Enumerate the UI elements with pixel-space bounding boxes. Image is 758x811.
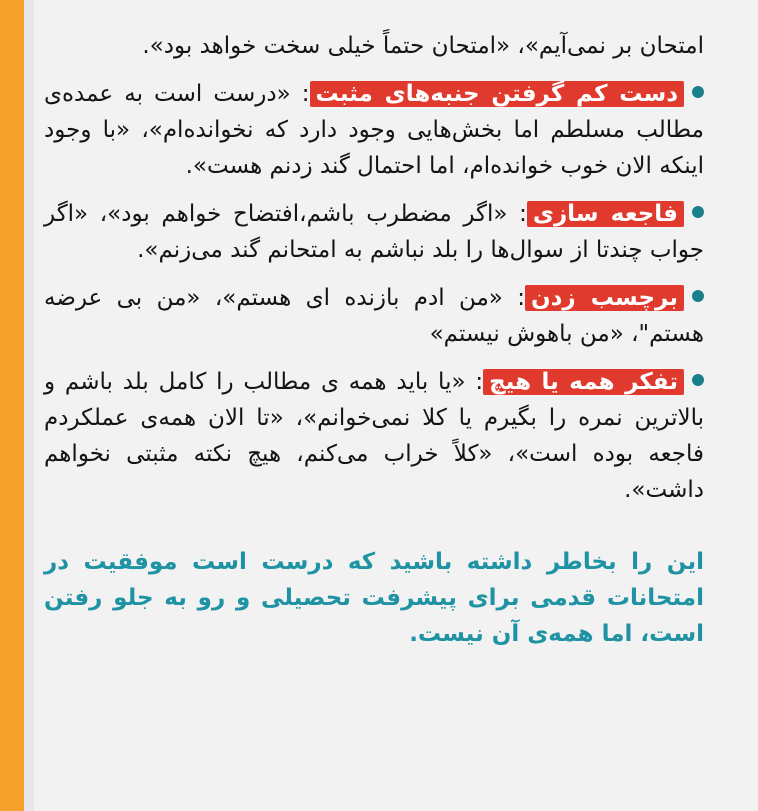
orange-accent-strip — [0, 0, 24, 811]
item-text: : «یا باید همه ی مطالب را کامل بلد باشم و بالاترین نمره را بگیرم یا کلا نمی‌خوانم»، «تا الان همه‌ی عملکردم فاجعه بوده است»، «کلاً خراب می‌کنم، هیچ نکته مثبتی نخواهم داشت». — [44, 369, 704, 503]
list-item-catastrophizing — [44, 196, 704, 268]
intro-paragraph: امتحان بر نمی‌آیم»، «امتحان حتماً خیلی سخت خواهد بود». — [142, 33, 704, 59]
bullet-icon — [692, 374, 704, 386]
item-text: : «من ادم بازنده ای هستم»، «من بی عرضه هستم"، «من باهوش نیستم» — [44, 285, 704, 347]
item-label: فاجعه سازی — [527, 201, 684, 227]
list-item-all-or-nothing — [44, 364, 704, 508]
bullet-icon — [692, 290, 704, 302]
slide-content — [44, 28, 704, 675]
item-label: برچسب زدن — [525, 285, 684, 311]
bullet-icon — [692, 86, 704, 98]
item-text: : «درست است به عمده‌ی مطالب مسلطم اما بخش‌هایی وجود دارد که نخوانده‌ام»، «با وجود اینکه الان خوب خوانده‌ام، اما احتمال گند زدنم هست». — [44, 81, 704, 179]
closing-note: این را بخاطر داشته باشید که درست است موفقیت در امتحانات قدمی برای پیشرفت تحصیلی و رو به جلو رفتن است، اما همه‌ی آن نیست. — [44, 549, 704, 647]
left-gutter — [24, 0, 34, 811]
item-text: : «اگر مضطرب باشم،افتضاح خواهم بود»، «اگر جواب چندتا از سوال‌ها را بلد نباشم به امتحانم گند می‌زنم». — [44, 201, 704, 263]
bullet-icon — [692, 206, 704, 218]
item-label: دست کم گرفتن جنبه‌های مثبت — [310, 81, 684, 107]
list-item-labeling — [44, 280, 704, 352]
item-label: تفکر همه یا هیچ — [483, 369, 684, 395]
list-item-minimizing-positives — [44, 76, 704, 184]
